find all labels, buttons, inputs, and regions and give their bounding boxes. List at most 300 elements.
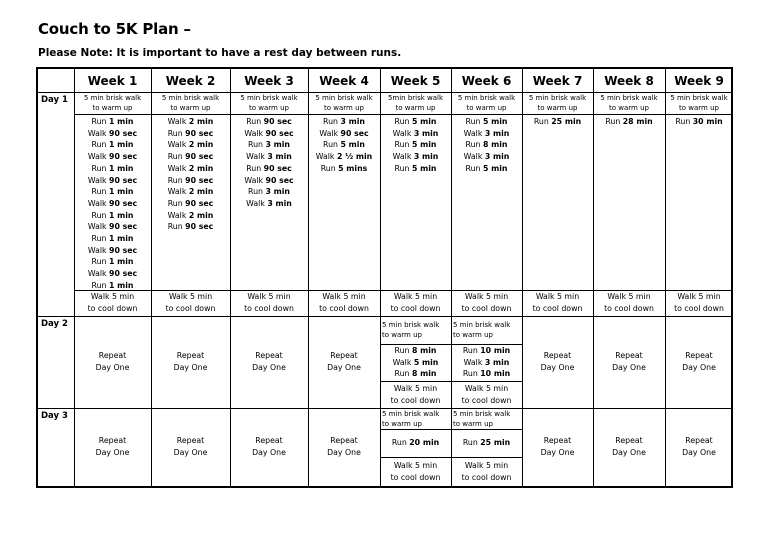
cooldown-line: to cool down [319,304,369,313]
warmup-line: 5 min brisk walk [670,94,728,102]
cooldown-line: to cool down [674,304,724,313]
repeat-cell [308,316,380,408]
repeat-cell [522,316,593,408]
repeat-cell [593,408,665,486]
week-label: Week 8 [604,73,654,88]
cooldown-line: Walk 5 min [168,292,213,302]
interval-action: Run [167,222,186,232]
interval-action: Run [465,140,483,150]
interval-duration: 5 min [411,117,437,126]
interval-line [393,357,439,369]
week-label: Week 9 [674,73,724,88]
interval-line [168,175,214,187]
interval-action: Run [533,117,552,126]
interval-action: Walk [87,222,110,232]
interval-duration: 1 min [108,163,134,173]
interval-action: Walk [315,152,337,162]
interval-line [392,437,439,449]
interval-duration: 1 min [108,257,134,267]
repeat-line: Day One [252,448,286,457]
interval-action: Walk [246,198,268,208]
warmup-line: to warm up [395,104,436,112]
page-title: Couch to 5K Plan – [38,20,191,38]
interval-duration: 1 min [108,187,134,197]
interval-line [88,151,137,163]
interval-line [466,163,508,175]
repeat-line: Day One [540,448,575,457]
interval-action: Run [323,140,341,150]
interval-action: Walk [167,187,189,197]
interval-line [323,139,365,151]
repeat-line: Repeat [330,351,358,361]
repeat-line: Day One [540,363,575,372]
cooldown-cell [380,381,451,408]
cooldown-line: Walk 5 min [247,292,291,302]
repeat-line: Day One [682,448,716,457]
interval-line [319,128,368,140]
warmup-cell [380,92,451,114]
interval-duration: 1 min [108,140,134,150]
interval-action: Run [465,163,483,173]
repeat-line: Repeat [543,436,572,446]
run-cell [380,344,451,381]
interval-duration: 90 sec [185,128,214,138]
interval-action: Run [91,140,109,150]
repeat-line: Repeat [685,351,713,361]
warmup-cell [308,92,380,114]
interval-line [92,256,134,268]
day-label: Day 1 [41,95,68,105]
warmup-line: to warm up [679,104,719,112]
interval-duration: 90 sec [109,198,138,208]
interval-line [168,210,214,222]
cooldown-line: Walk 5 min [607,292,651,302]
repeat-cell [665,316,733,408]
interval-duration: 3 min [265,187,290,197]
interval-duration: 2 min [188,187,214,197]
week-header [380,69,451,92]
interval-duration: 5 min [411,140,437,150]
repeat-line: Repeat [685,436,713,446]
interval-line [248,186,290,198]
interval-duration: 5 min [340,140,365,150]
warmup-line: 5 min brisk walk [83,94,142,102]
interval-line [168,151,214,163]
interval-line [244,175,293,187]
warmup-line: 5 min brisk walk [315,94,373,102]
interval-duration: 90 sec [109,222,138,232]
interval-duration: 2 min [188,210,214,220]
week-label: Week 2 [165,73,216,88]
interval-action: Walk [463,128,485,138]
interval-action: Run [248,140,266,150]
repeat-cell [230,316,308,408]
interval-action: Run [462,345,481,355]
week-label: Week 7 [532,73,583,88]
interval-action: Run [675,117,693,126]
interval-action: Run [462,369,481,379]
interval-action: Walk [167,210,189,220]
cooldown-cell [380,457,451,486]
interval-action: Walk [392,152,414,162]
interval-duration: 5 mins [338,163,368,173]
repeat-cell [308,408,380,486]
cooldown-line: Walk 5 min [535,292,580,302]
interval-action: Walk [319,128,341,138]
cooldown-line: Walk 5 min [464,292,509,302]
training-plan-table [36,67,733,488]
repeat-cell [230,408,308,486]
interval-line [92,280,134,290]
repeat-line: Repeat [176,436,205,446]
week-label: Week 5 [390,73,441,88]
repeat-line: Day One [95,363,130,372]
warmup-line: to warm up [609,104,649,112]
warmup-line: 5 min brisk walk [161,94,220,102]
interval-action: Walk [87,128,110,138]
interval-action: Walk [87,245,110,255]
run-cell [451,344,522,381]
run-cell [451,114,522,290]
warmup-cell [522,92,593,114]
interval-action: Walk [246,152,268,162]
warmup-line: to warm up [324,104,364,112]
interval-duration: 2 min [188,117,214,126]
interval-line [246,198,292,210]
repeat-cell [74,316,151,408]
interval-duration: 90 sec [185,152,214,162]
interval-line [88,175,137,187]
interval-duration: 1 min [108,234,134,244]
interval-line [168,116,214,128]
interval-duration: 90 sec [340,128,369,138]
run-cell [230,114,308,290]
cooldown-cell [593,290,665,316]
warmup-cell [380,408,451,429]
interval-line [246,116,292,128]
week-label: Week 6 [461,73,512,88]
interval-duration: 5 min [411,163,437,173]
interval-action: Run [394,117,412,126]
week-label: Week 4 [319,73,369,88]
interval-line [463,437,510,449]
repeat-line: Day One [612,363,646,372]
repeat-line: Day One [682,363,716,372]
interval-action: Walk [392,357,414,367]
interval-duration: 90 sec [109,128,138,138]
run-cell [380,429,451,457]
day-label: Day 2 [41,319,68,329]
interval-action: Walk [87,269,110,279]
cooldown-cell [451,457,522,486]
interval-line [393,151,439,163]
warmup-line: 5min brisk walk [387,94,444,102]
interval-line [395,163,437,175]
repeat-line: Repeat [255,351,283,361]
warmup-line: 5 min brisk walk [382,321,440,329]
interval-duration: 25 min [551,117,582,126]
interval-duration: 1 min [108,210,134,220]
interval-action: Walk [87,198,110,208]
cooldown-line: Walk 5 min [464,383,509,393]
interval-action: Run [246,163,264,173]
warmup-cell [74,92,151,114]
interval-action: Run [323,117,341,126]
interval-action: Walk [244,128,266,138]
cooldown-line: to cool down [244,304,294,313]
warmup-line: to warm up [92,104,133,112]
interval-line [88,198,137,210]
week-header [451,69,522,92]
cooldown-line: to cool down [87,304,138,313]
interval-action: Run [465,117,483,126]
interval-duration: 2 min [188,140,214,150]
week-header [74,69,151,92]
cooldown-line: Walk 5 min [322,292,366,302]
rest-day-note: Please Note: It is important to have a rest day between runs. [38,47,402,59]
interval-action: Run [167,152,186,162]
repeat-cell [151,408,230,486]
repeat-cell [593,316,665,408]
repeat-cell [665,408,733,486]
interval-action: Run [394,163,412,173]
repeat-line: Day One [327,363,361,372]
repeat-cell [151,316,230,408]
week-header [230,69,308,92]
interval-duration: 3 min [267,198,292,208]
interval-line [463,368,510,380]
interval-line [168,186,214,198]
interval-duration: 5 min [482,163,508,173]
interval-line [395,116,437,128]
interval-action: Walk [87,175,110,185]
interval-action: Run [91,163,109,173]
interval-action: Run [394,140,412,150]
warmup-line: to warm up [170,104,211,112]
interval-line [463,345,510,357]
interval-duration: 3 min [340,117,365,126]
interval-duration: 8 min [482,140,508,150]
interval-line [88,128,137,140]
warmup-line: to warm up [382,331,422,339]
repeat-line: Day One [173,448,208,457]
interval-action: Run [462,438,481,448]
interval-action: Walk [392,128,414,138]
cooldown-cell [451,290,522,316]
cooldown-line: to cool down [390,304,441,313]
interval-action: Run [167,175,186,185]
run-cell [74,114,151,290]
run-cell [308,114,380,290]
interval-duration: 3 min [265,140,290,150]
warmup-line: to warm up [249,104,289,112]
cooldown-cell [230,290,308,316]
warmup-line: to warm up [466,104,507,112]
interval-line [246,163,292,175]
interval-line [92,186,134,198]
cooldown-cell [380,290,451,316]
interval-line [168,128,214,140]
interval-line [605,116,652,128]
repeat-cell [522,408,593,486]
interval-action: Walk [87,152,110,162]
interval-action: Run [91,117,109,126]
interval-line [316,151,372,163]
run-cell [665,114,733,290]
interval-duration: 1 min [108,117,134,126]
cooldown-line: to cool down [390,472,441,482]
interval-line [88,221,137,233]
cooldown-line: Walk 5 min [393,460,438,470]
interval-line [92,139,134,151]
interval-duration: 2 min [188,163,214,173]
interval-action: Run [91,280,109,290]
warmup-cell [451,316,522,344]
repeat-line: Repeat [543,351,572,361]
interval-action: Run [394,345,412,355]
run-cell [593,114,665,290]
interval-duration: 5 min [413,357,439,367]
interval-action: Run [246,117,264,126]
interval-line [92,233,134,245]
warmup-line: 5 min brisk walk [600,94,658,102]
interval-action: Run [605,117,623,126]
interval-action: Walk [167,117,189,126]
interval-line [168,198,214,210]
week-header [151,69,230,92]
warmup-line: 5 min brisk walk [240,94,298,102]
interval-duration: 20 min [409,438,440,448]
interval-action: Run [91,234,109,244]
interval-action: Run [248,187,266,197]
interval-action: Walk [463,152,485,162]
repeat-line: Day One [327,448,361,457]
repeat-line: Repeat [255,436,283,446]
interval-line [323,116,365,128]
interval-line [244,128,293,140]
interval-line [248,139,290,151]
warmup-cell [230,92,308,114]
interval-duration: 90 sec [265,128,294,138]
day-label: Day 3 [41,411,68,421]
interval-action: Walk [463,357,485,367]
interval-line [534,116,581,128]
repeat-cell [74,408,151,486]
warmup-cell [451,92,522,114]
warmup-cell [451,408,522,429]
warmup-line: 5 min brisk walk [453,321,511,329]
interval-line [88,268,137,280]
interval-action: Run [91,187,109,197]
cooldown-line: Walk 5 min [393,292,438,302]
repeat-line: Day One [173,363,208,372]
repeat-line: Repeat [615,436,643,446]
interval-action: Run [91,210,109,220]
cooldown-line: to cool down [461,395,512,405]
interval-duration: 10 min [480,345,511,355]
interval-line [92,163,134,175]
interval-action: Run [391,438,410,448]
interval-line [92,116,134,128]
interval-duration: 90 sec [109,245,138,255]
warmup-line: 5 min brisk walk [528,94,587,102]
interval-duration: 10 min [480,369,511,379]
cooldown-line: to cool down [461,472,512,482]
cooldown-line: to cool down [461,304,512,313]
cooldown-line: Walk 5 min [464,460,509,470]
cooldown-line: to cool down [165,304,216,313]
interval-action: Walk [167,140,189,150]
interval-line [92,210,134,222]
interval-line [675,116,722,128]
warmup-line: 5 min brisk walk [382,409,440,418]
warmup-cell [380,316,451,344]
interval-action: Run [91,257,109,267]
cooldown-line: Walk 5 min [90,292,135,302]
cooldown-cell [74,290,151,316]
interval-action: Walk [244,175,266,185]
interval-line [466,116,508,128]
interval-line [466,139,508,151]
repeat-line: Day One [612,448,646,457]
interval-line [393,128,439,140]
warmup-line: to warm up [537,104,578,112]
interval-duration: 3 min [267,152,292,162]
interval-duration: 90 sec [185,175,214,185]
cooldown-cell [308,290,380,316]
warmup-line: 5 min brisk walk [453,409,511,418]
repeat-line: Day One [95,448,130,457]
interval-action: Walk [167,163,189,173]
interval-action: Run [167,198,186,208]
interval-duration: 1 min [108,280,134,290]
interval-duration: 2 ½ min [336,152,373,162]
repeat-line: Repeat [615,351,643,361]
interval-duration: 90 sec [263,163,292,173]
interval-duration: 3 min [484,128,510,138]
warmup-cell [151,92,230,114]
interval-action: Run [320,163,339,173]
interval-action: Run [167,128,186,138]
cooldown-cell [665,290,733,316]
interval-action: Run [394,369,412,379]
interval-line [395,368,437,380]
interval-duration: 90 sec [265,175,294,185]
interval-duration: 90 sec [109,269,138,279]
interval-duration: 8 min [411,345,437,355]
interval-line [321,163,368,175]
cooldown-cell [522,290,593,316]
interval-line [395,345,437,357]
interval-duration: 90 sec [109,152,138,162]
interval-line [246,151,292,163]
repeat-line: Repeat [330,436,358,446]
week-header [665,69,733,92]
interval-line [464,357,510,369]
run-cell [380,114,451,290]
interval-line [88,245,137,257]
week-header [522,69,593,92]
repeat-line: Repeat [98,351,127,361]
interval-line [168,221,214,233]
interval-line [395,139,437,151]
interval-duration: 28 min [622,117,653,126]
cooldown-line: Walk 5 min [393,383,438,393]
interval-duration: 90 sec [263,117,292,126]
week-header [308,69,380,92]
interval-duration: 3 min [484,152,510,162]
cooldown-cell [451,381,522,408]
